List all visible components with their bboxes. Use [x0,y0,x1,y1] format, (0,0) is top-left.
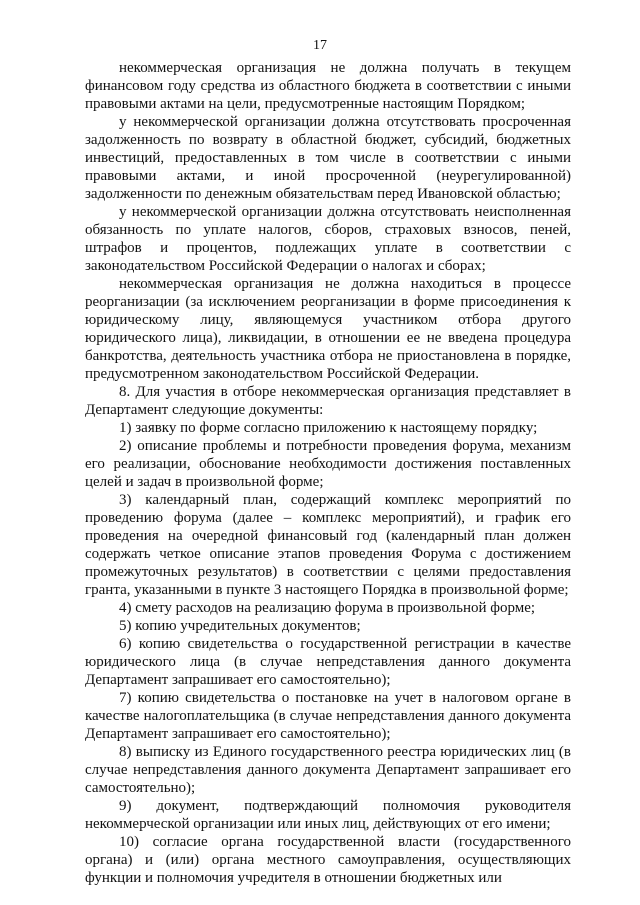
paragraph-funding-condition: некоммерческая организация не должна получать в текущем финансовом году средства из областного бюджета в соответствии с иными правовыми актами на цели, предусмотренные настоящим Порядком; [85,60,571,112]
paragraph-no-tax-arrears: у некоммерческой организации должна отсутствовать неисполненная обязанность по уплате налогов, сборов, страховых взносов, пеней, штрафов и процентов, подлежащих уплате в соответствии с законодательством Российской Федерации о налогах и сборах; [85,204,571,274]
list-item-7: 7) копию свидетельства о постановке на учет в налоговом органе в качестве налогоплательщика (в случае непредставления данного документа Департамент запрашивает его самостоятельно); [85,690,571,742]
list-item-9: 9) документ, подтверждающий полномочия руководителя некоммерческой организации или иных лиц, действующих от его имени; [85,798,571,832]
list-item-6: 6) копию свидетельства о государственной регистрации в качестве юридического лица (в случае непредставления данного документа Департамент запрашивает его самостоятельно); [85,636,571,688]
list-item-1: 1) заявку по форме согласно приложению к настоящему порядку; [119,420,538,436]
list-item-2: 2) описание проблемы и потребности проведения форума, механизм его реализации, обоснование необходимости достижения поставленных целей и задач в произвольной форме; [85,438,571,490]
list-item-3: 3) календарный план, содержащий комплекс мероприятий по проведению форума (далее – комплекс мероприятий), и график его проведения на очередной финансовый год (календарный план должен содержать четкое описание этапов проведения Форума с достижением промежуточных результатов) в соответствии с целями предоставления гранта, указанными в пункте 3 настоящего Порядка в произвольной форме; [85,492,571,598]
document-body [85,59,571,887]
list-item-8: 8) выписку из Единого государственного реестра юридических лиц (в случае непредставления данного документа Департамент запрашивает его самостоятельно); [85,744,571,796]
page-number: 17 [313,38,327,53]
list-item-5: 5) копию учредительных документов; [119,618,361,634]
list-item-4: 4) смету расходов на реализацию форума в произвольной форме; [119,600,536,616]
paragraph-item-8-documents: 8. Для участия в отборе некоммерческая организация представляет в Департамент следующие документы: [85,384,571,418]
list-item-10: 10) согласие органа государственной власти (государственного органа) и (или) органа местного самоуправления, осуществляющих функции и полномочия учредителя в отношении бюджетных или [85,834,571,886]
paragraph-no-reorganization: некоммерческая организация не должна находиться в процессе реорганизации (за исключением реорганизации в форме присоединения к юридическому лицу, являющемуся участником отбора другого юридического лица), ликвидации, в отношении ее не введена процедура банкротства, деятельность участника отбора не приостановлена в порядке, предусмотренном законодательством Российской Федерации. [85,276,571,382]
paragraph-no-overdue-debt: у некоммерческой организации должна отсутствовать просроченная задолженность по возврату в областной бюджет, субсидий, бюджетных инвестиций, предоставленных в том числе в соответствии с иными правовыми актами, и иной просроченной (неурегулированной) задолженности по денежным обязательствам перед Ивановской областью; [85,114,571,202]
